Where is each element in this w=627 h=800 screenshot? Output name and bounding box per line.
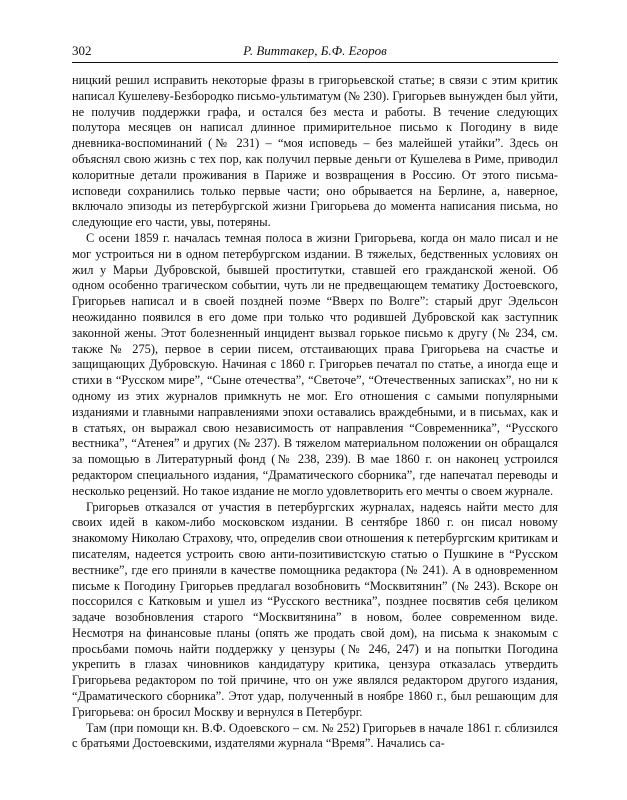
running-title: Р. Виттакер, Б.Ф. Егоров xyxy=(243,43,387,58)
paragraph: Там (при помощи кн. В.Ф. Одоевского – см. № 252) Григорьев в начале 1861 г. сблизился с братьями Достоевскими, издателями журнала “Время”. Начались са- xyxy=(72,720,558,751)
body-text xyxy=(72,73,558,752)
paragraph: С осени 1859 г. началась темная полоса в жизни Григорьева, когда он мало писал и не мог устроиться ни в одном петербургском издании. В тяжелых, бедственных условиях он жил у Марьи Дубровской, бывшей проститутки, ставшей его гражданской женой. Об одном особенно трагическом событии, чуть ли не предвещающем тематику Достоевского, Григорьев написал и в своей поздней поэме “Вверх по Волге”: старый друг Эдельсон неожиданно появился в его доме при только что родившей Дубровской как заступник законной жены. Этот болезненный инцидент вызвал горькое письмо к другу (№ 234, см. также № 275), первое в серии писем, отстаивающих права Григорьева на счастье и защищающих Дубровскую. Начиная с 1860 г. Григорьев печатал по статье, а иногда еще и стихи в “Русском мире”, “Сыне отечества”, “Светоче”, “Отечественных записках”, но ни к одному из этих журналов примкнуть не мог. Его отношения с самыми популярными изданиями и главными направлениями эпохи оставались враждебными, и в письмах, как и в статьях, он выражал свою независимость от направления “Современника”, “Русского вестника”, “Атенея” и других (№ 237). В тяжелом материальном положении он обращался за помощью в Литературный фонд (№ 238, 239). В мае 1860 г. он наконец устроился редактором специального издания, “Драматического сборника”, где напечатал переводы и несколько рецензий. Но такое издание не могло удовлетворить его мечты о своем журнале. xyxy=(72,230,558,498)
book-page xyxy=(72,40,558,780)
running-head xyxy=(72,40,558,63)
paragraph-continued: ницкий решил исправить некоторые фразы в григорьевской статье; в связи с этим критик написал Кушелеву-Безбородко письмо-ультиматум (№ 230). Григорьев вынужден был уйти, не получив поддержки графа, и остался без места и работы. В течение следующих полутора месяцев он написал длинное примирительное письмо к Погодину в виде дневника-воспоминаний (№ 231) – “моя исповедь – без малейшей утайки”. Здесь он объяснял свою жизнь с тех пор, как получил первые деньги от Кушелева в Риме, приводил колоритные детали проживания в Париже и возвращения в Россию. От этого письма-исповеди сохранились только первые части; оно обрывается на Берлине, а, наверное, включало эпизоды из петербургской жизни Григорьева до момента написания письма, но следующие его части, увы, потеряны. xyxy=(72,73,558,230)
page-number: 302 xyxy=(72,43,92,58)
paragraph: Григорьев отказался от участия в петербургских журналах, надеясь найти место для своих идей в каком-либо московском издании. В сентябре 1860 г. он писал новому знакомому Николаю Страхову, что, определив свои отношения к петербургским критикам и писателям, надеется устроить свою анти-позитивистскую статью о Пушкине в “Русском вестнике”, где его приняли в качестве помощника редактора (№ 241). А в одновременном письме к Погодину Григорьев предлагал возобновить “Москвитянин” (№ 243). Вскоре он поссорился с Катковым и ушел из “Русского вестника”, позднее посвятив себя целиком задаче возобновления старого “Москвитянина” в новом, более современном виде. Несмотря на финансовые планы (опять же продать свой дом), на письма к знакомым с просьбами помочь найти поддержку у цензуры (№ 246, 247) и на попытки Погодина укрепить в глазах чиновников кандидатуру критика, цензура отказалась утвердить Григорьева редактором по той причине, что он уже являлся редактором другого издания, “Драматического сборника”. Этот удар, полученный в ноябре 1860 г., был решающим для Григорьева: он бросил Москву и вернулся в Петербург. xyxy=(72,499,558,719)
